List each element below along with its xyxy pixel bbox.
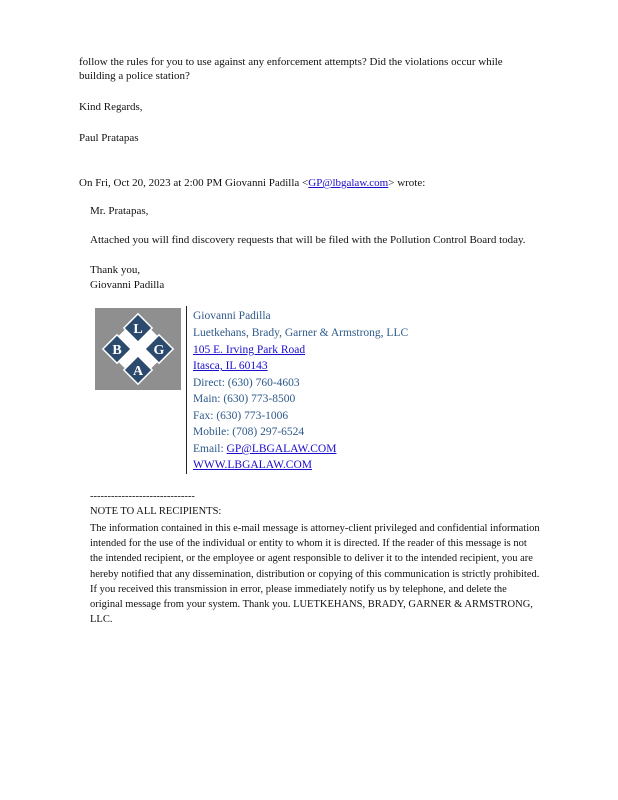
signature-email-line	[193, 441, 336, 457]
quoted-body: Attached you will find discovery requests that will be filed with the Pollution Control Board today.	[90, 234, 526, 246]
notice-heading: NOTE TO ALL RECIPIENTS:	[90, 506, 222, 517]
quote-header-prefix: On Fri, Oct 20, 2023 at 2:00 PM Giovanni Padilla <	[79, 177, 309, 189]
quote-header-suffix: > wrote:	[388, 177, 426, 189]
firm-logo-graphic	[95, 308, 181, 390]
reply-sender-name: Paul Pratapas	[79, 132, 139, 144]
notice-separator: ------------------------------	[90, 491, 195, 502]
reply-closing: Kind Regards,	[79, 101, 143, 113]
signature-direct-phone: Direct: (630) 760-4603	[193, 377, 300, 389]
signature-email-link[interactable]: GP@LBGALAW.COM	[226, 443, 337, 455]
signature-divider	[186, 306, 187, 474]
confidentiality-notice: The information contained in this e-mail message is attorney-client privileged and confidential information intended for the use of the individual or entity to whom it is directed. If the reader of this message is not the intended recipient, or the employee or agent responsible to deliver it to the intended recipient, you are hereby notified that any dissemination, distribution or copying of this communication is strictly prohibited. If you received this transmission in error, please immediately notify us by telephone, and delete the original message from your system. Thank you. LUETKEHANS, BRADY, GARNER & ARMSTRONG, LLC.	[90, 523, 540, 626]
quoted-salutation: Mr. Pratapas,	[90, 205, 149, 217]
signature-address-line-2[interactable]: Itasca, IL 60143	[193, 360, 268, 372]
signature-email-label: Email:	[193, 443, 227, 455]
signature-website-link[interactable]: WWW.LBGALAW.COM	[193, 459, 312, 471]
quoted-name: Giovanni Padilla	[90, 279, 165, 291]
reply-text-line-2: building a police station?	[79, 70, 190, 82]
quoted-thanks: Thank you,	[90, 264, 141, 276]
logo-letter-g: G	[153, 343, 165, 358]
signature-firm: Luetkehans, Brady, Garner & Armstrong, LLC	[193, 327, 409, 339]
signature-mobile: Mobile: (708) 297-6524	[193, 426, 305, 438]
reply-text-line-1: follow the rules for you to use against any enforcement attempts? Did the violations occur while	[79, 56, 503, 68]
firm-logo	[95, 308, 181, 390]
logo-letter-b: B	[112, 343, 122, 358]
quote-header-email-link[interactable]: GP@lbgalaw.com	[308, 177, 389, 189]
signature-fax: Fax: (630) 773-1006	[193, 410, 289, 422]
signature-main-phone: Main: (630) 773-8500	[193, 393, 296, 405]
logo-letter-l: L	[133, 322, 143, 337]
quote-header	[79, 176, 425, 190]
signature-address-line-1[interactable]: 105 E. Irving Park Road	[193, 344, 306, 356]
signature-name: Giovanni Padilla	[193, 310, 271, 322]
logo-letter-a: A	[132, 364, 144, 379]
